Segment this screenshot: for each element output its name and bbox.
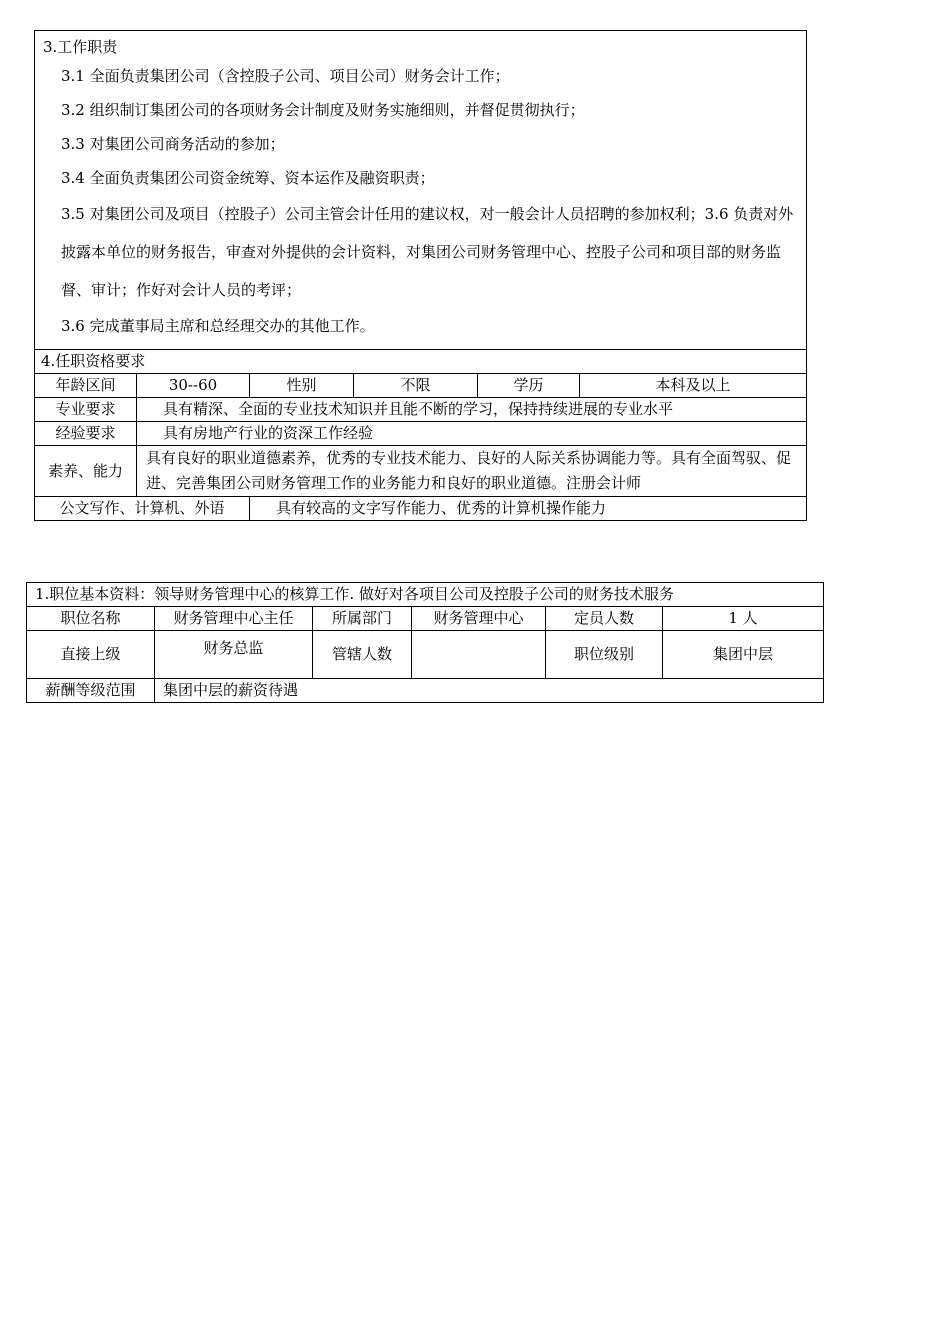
experience-label: 经验要求 (35, 422, 137, 446)
subordinates-label: 管辖人数 (313, 631, 412, 679)
quality-value: 具有良好的职业道德素养，优秀的专业技术能力、良好的人际关系协调能力等。具有全面驾驭、促进、完善集团公司财务管理工作的业务能力和良好的职业道德。注册会计师 (137, 446, 807, 497)
gender-value: 不限 (354, 374, 478, 398)
education-label: 学历 (478, 374, 580, 398)
level-label: 职位级别 (546, 631, 663, 679)
qualifications-title-row (35, 350, 807, 374)
quality-row (35, 446, 807, 497)
duty-item: 3.3 对集团公司商务活动的参加； (61, 135, 285, 153)
basic-requirements-row (35, 374, 807, 398)
experience-row (35, 422, 807, 446)
duty-item: 3.2 组织制订集团公司的各项财务会计制度及财务实施细则，并督促贯彻执行； (61, 101, 585, 119)
basic-info-title: 1.职位基本资料：领导财务管理中心的核算工作. 做好对各项目公司及控股子公司的财务技术服务 (27, 583, 824, 607)
department-label: 所属部门 (313, 607, 412, 631)
age-value: 30--60 (137, 374, 250, 398)
duties-section (35, 31, 807, 350)
experience-value: 具有房地产行业的资深工作经验 (137, 422, 807, 446)
duty-item: 3.5 对集团公司及项目（控股子）公司主管会计任用的建议权，对一般会计人员招聘的参加权利；3.6 负责对外披露本单位的财务报告，审查对外提供的会计资料，对集团公司财务管理中心、控股子公司和项目部的财务监督、审计；作好对会计人员的考评； (61, 205, 794, 299)
professional-row (35, 398, 807, 422)
headcount-label: 定员人数 (546, 607, 663, 631)
position-value: 财务管理中心主任 (155, 607, 313, 631)
salary-value: 集团中层的薪资待遇 (155, 679, 824, 703)
duties-row (35, 31, 807, 350)
quality-label: 素养、能力 (35, 446, 137, 497)
job-description-table (34, 30, 807, 521)
position-label: 职位名称 (27, 607, 155, 631)
age-label: 年龄区间 (35, 374, 137, 398)
superior-label: 直接上级 (27, 631, 155, 679)
level-value: 集团中层 (663, 631, 824, 679)
duties-title: 3.工作职责 (43, 38, 118, 56)
duty-item: 3.6 完成董事局主席和总经理交办的其他工作。 (61, 317, 375, 335)
superior-value: 财务总监 (155, 631, 313, 679)
duty-item: 3.4 全面负责集团公司资金统筹、资本运作及融资职责； (61, 169, 435, 187)
skills-row (35, 497, 807, 521)
gender-label: 性别 (250, 374, 354, 398)
position-row (27, 607, 824, 631)
professional-value: 具有精深、全面的专业技术知识并且能不断的学习，保持持续进展的专业水平 (137, 398, 807, 422)
professional-label: 专业要求 (35, 398, 137, 422)
position-basic-info-table (26, 582, 824, 703)
subordinates-value (412, 631, 546, 679)
department-value: 财务管理中心 (412, 607, 546, 631)
headcount-value: 1 人 (663, 607, 824, 631)
skills-label: 公文写作、计算机、外语 (35, 497, 250, 521)
duty-item: 3.1 全面负责集团公司（含控股子公司、项目公司）财务会计工作； (61, 67, 510, 85)
basic-info-title-row (27, 583, 824, 607)
qualifications-title: 4.任职资格要求 (35, 350, 807, 374)
skills-value: 具有较高的文字写作能力、优秀的计算机操作能力 (250, 497, 807, 521)
superior-row (27, 631, 824, 679)
salary-row (27, 679, 824, 703)
education-value: 本科及以上 (580, 374, 807, 398)
salary-label: 薪酬等级范围 (27, 679, 155, 703)
